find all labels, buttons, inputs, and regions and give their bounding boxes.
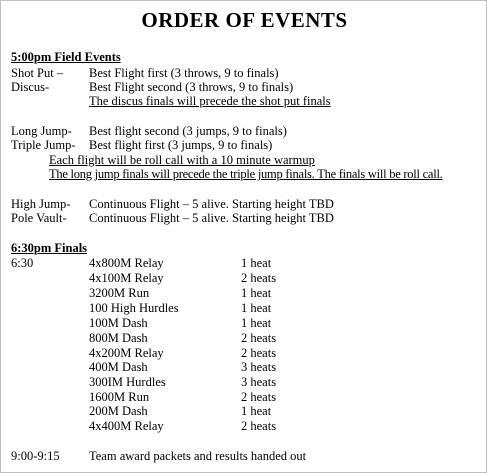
discus-label: Discus- xyxy=(11,80,50,94)
finals-event-heats: 1 heat xyxy=(241,404,272,418)
shot-put-desc: Best Flight first (3 throws, 9 to finals) xyxy=(89,66,279,80)
high-jump-label: High Jump- xyxy=(11,197,71,211)
finals-event-heats: 2 heats xyxy=(241,271,277,285)
jump-note-warmup: Each flight will be roll call with a 10 minute warmup xyxy=(49,153,315,167)
finals-event-name: 1600M Run xyxy=(89,390,150,404)
finals-event-heats: 2 heats xyxy=(241,390,277,404)
finals-time: 6:30 xyxy=(11,256,34,270)
jump-note-finals: The long jump finals will precede the triple jump finals. The finals will be roll call. xyxy=(49,167,443,181)
pole-vault-label: Pole Vault- xyxy=(11,211,67,225)
pole-vault-desc: Continuous Flight – 5 alive. Starting height TBD xyxy=(89,211,334,225)
closing-time: 9:00-9:15 xyxy=(11,449,60,463)
finals-heading: 6:30pm Finals xyxy=(11,241,88,255)
discus-note: The discus finals will precede the shot put finals xyxy=(89,94,331,108)
high-jump-desc: Continuous Flight – 5 alive. Starting height TBD xyxy=(89,197,334,211)
finals-event-name: 3200M Run xyxy=(89,286,150,300)
discus-desc: Best Flight second (3 throws, 9 to finals) xyxy=(89,80,294,94)
long-jump-desc: Best flight second (3 jumps, 9 to finals) xyxy=(89,124,287,138)
finals-event-name: 100M Dash xyxy=(89,316,148,330)
triple-jump-label: Triple Jump- xyxy=(11,138,76,152)
finals-event-name: 4x200M Relay xyxy=(89,346,164,360)
finals-event-heats: 3 heats xyxy=(241,375,277,389)
finals-event-heats: 1 heat xyxy=(241,256,272,270)
finals-event-heats: 1 heat xyxy=(241,316,272,330)
finals-event-heats: 3 heats xyxy=(241,360,277,374)
finals-event-name: 200M Dash xyxy=(89,404,148,418)
field-events-heading: 5:00pm Field Events xyxy=(11,50,121,64)
finals-event-heats: 1 heat xyxy=(241,301,272,315)
closing-text: Team award packets and results handed out xyxy=(89,449,307,463)
finals-event-heats: 2 heats xyxy=(241,419,277,433)
finals-event-name: 400M Dash xyxy=(89,360,148,374)
finals-event-name: 100 High Hurdles xyxy=(89,301,179,315)
finals-event-heats: 2 heats xyxy=(241,346,277,360)
finals-event-name: 800M Dash xyxy=(89,331,148,345)
finals-event-name: 300IM Hurdles xyxy=(89,375,166,389)
shot-put-label: Shot Put – xyxy=(11,66,64,80)
triple-jump-desc: Best flight first (3 jumps, 9 to finals) xyxy=(89,138,273,152)
finals-event-heats: 2 heats xyxy=(241,331,277,345)
page-title: ORDER OF EVENTS xyxy=(141,8,348,32)
finals-event-heats: 1 heat xyxy=(241,286,272,300)
finals-event-name: 4x400M Relay xyxy=(89,419,164,433)
long-jump-label: Long Jump- xyxy=(11,124,72,138)
finals-event-name: 4x800M Relay xyxy=(89,256,164,270)
finals-event-name: 4x100M Relay xyxy=(89,271,164,285)
